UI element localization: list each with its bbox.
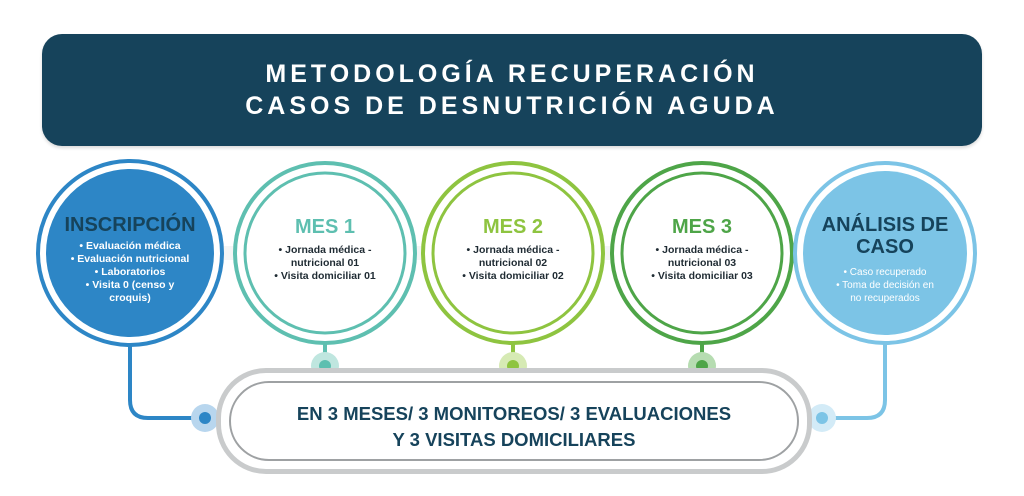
summary-line-1: EN 3 MESES/ 3 MONITOREOS/ 3 EVALUACIONES [296,403,732,424]
stage-mes-3-title: MES 3 [671,216,733,238]
stage-inscripcion [50,214,210,305]
list-item: nutricional 02 [478,257,548,269]
stage-inscripcion-items [50,240,210,305]
dot-left [199,412,211,424]
dot-right [816,412,828,424]
stage-analisis-title-line-2: CASO [856,236,914,258]
list-item: nutricional 03 [667,257,737,269]
stage-mes-1-items [250,244,400,283]
stage-analisis-items [810,266,960,305]
list-item: • Visita domiciliar 01 [274,270,376,282]
list-item: • Evaluación médica [79,240,181,252]
list-item: croquis) [109,292,151,304]
stage-mes-2-title: MES 2 [482,216,544,238]
list-item: • Evaluación nutricional [70,253,190,265]
right-connector-line [822,340,885,418]
list-item: • Visita domiciliar 03 [651,270,753,282]
stage-analisis-title [810,214,960,258]
list-item: • Visita 0 (censo y [85,279,175,291]
stage-mes-1 [250,216,400,283]
list-item: • Toma de decisión en [836,280,934,291]
left-connector-line [130,340,205,418]
summary-box [216,368,812,474]
list-item: • Visita domiciliar 02 [462,270,564,282]
stage-mes-2-items [438,244,588,283]
title-line-2: CASOS DE DESNUTRICIÓN AGUDA [245,92,779,120]
stage-mes-3 [627,216,777,283]
list-item: no recuperados [850,293,920,304]
stage-mes-2 [438,216,588,283]
list-item: • Jornada médica - [278,244,372,256]
stage-analisis-title-line-1: ANÁLISIS DE [821,214,949,236]
stage-mes-1-title: MES 1 [294,216,356,238]
summary-line-2: Y 3 VISITAS DOMICILIARES [392,429,636,450]
list-item: • Jornada médica - [655,244,749,256]
list-item: • Caso recuperado [843,267,927,278]
stage-inscripcion-title: INSCRIPCIÓN [64,214,196,236]
list-item: • Laboratorios [94,266,166,278]
title-line-1: METODOLOGÍA RECUPERACIÓN [265,60,759,88]
stage-mes-3-items [627,244,777,283]
list-item: nutricional 01 [290,257,360,269]
stage-analisis [810,214,960,305]
list-item: • Jornada médica - [466,244,560,256]
